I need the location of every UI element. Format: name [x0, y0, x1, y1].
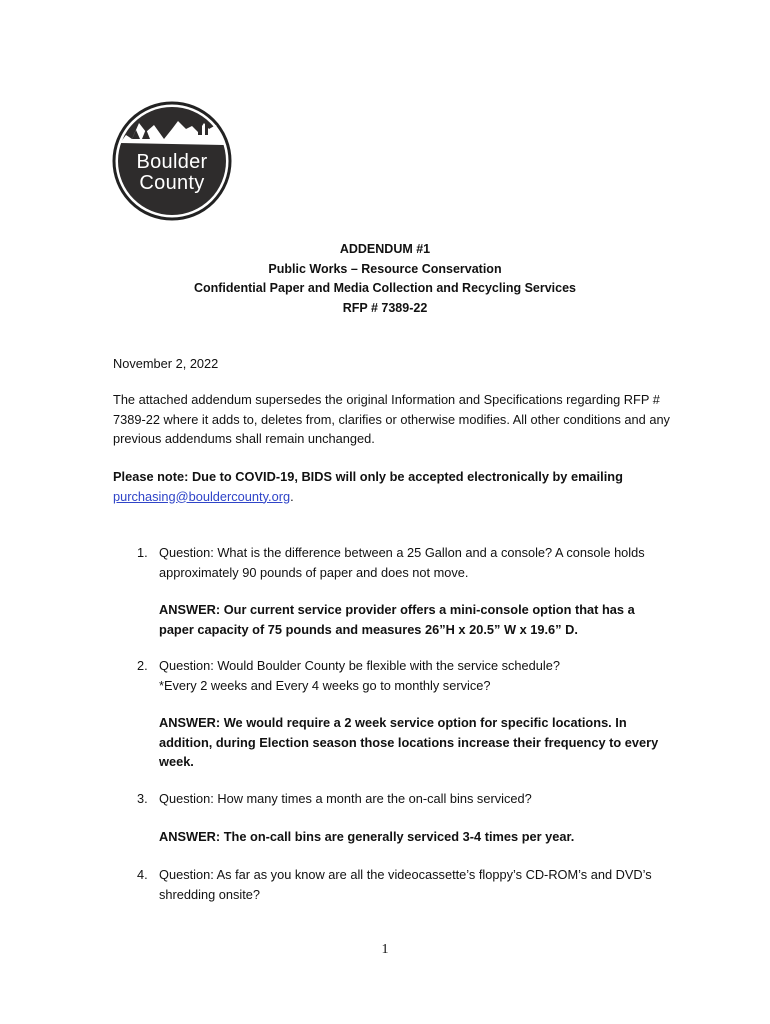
- question-text: [159, 656, 673, 695]
- project-title: Confidential Paper and Media Collection and Recycling Services: [193, 281, 577, 295]
- question-text: Question: What is the difference between a 25 Gallon and a console? A console holds approximately 90 pounds of paper and does not move.: [159, 545, 645, 580]
- document-header: [0, 240, 770, 318]
- department-line: Public Works – Resource Conservation: [268, 261, 502, 276]
- answer-text: ANSWER: We would require a 2 week service option for specific locations. In addition, during Election season those locations increase their frequency to every week.: [159, 715, 659, 769]
- item-number: 4.: [137, 867, 148, 882]
- rfp-number: RFP # 7389-22: [342, 300, 428, 315]
- note-period: .: [290, 488, 294, 504]
- question-text: Question: As far as you know are all the videocassette’s floppy’s CD-ROM’s and DVD’s shredding onsite?: [159, 867, 652, 902]
- question-line: *Every 2 weeks and Every 4 weeks go to monthly service?: [159, 677, 491, 693]
- covid-note: [113, 467, 673, 506]
- list-item: [113, 543, 673, 582]
- question-line: Question: Would Boulder County be flexible with the service schedule?: [159, 658, 560, 673]
- document-date: November 2, 2022: [113, 356, 219, 371]
- question-text: Question: How many times a month are the on-call bins serviced?: [159, 791, 532, 806]
- logo-text-county: County: [139, 172, 205, 194]
- item-number: 2.: [137, 658, 148, 673]
- addendum-title: ADDENDUM #1: [339, 242, 431, 256]
- note-text: Please note: Due to COVID-19, BIDS will only be accepted electronically by emailing: [113, 469, 623, 484]
- item-number: 1.: [137, 545, 148, 560]
- answer-text: ANSWER: Our current service provider offers a mini-console option that has a paper capacity of 75 pounds and measures 26”H x 20.5” W x 19.6” D.: [159, 602, 635, 637]
- answer-text: ANSWER: The on-call bins are generally serviced 3-4 times per year.: [159, 829, 575, 844]
- logo-text-boulder: Boulder: [136, 151, 208, 173]
- list-item: [113, 789, 673, 809]
- purchasing-email-link[interactable]: purchasing@bouldercounty.org: [113, 488, 291, 504]
- list-item: [113, 865, 673, 904]
- list-item: [113, 656, 673, 695]
- page-number: 1: [381, 942, 389, 957]
- intro-paragraph: The attached addendum supersedes the original Information and Specifications regarding RFP # 7389-22 where it adds to, deletes from, clarifies or otherwise modifies. All other conditions and any previous addendums shall remain unchanged.: [113, 392, 670, 446]
- boulder-county-logo: [112, 99, 232, 223]
- item-number: 3.: [137, 791, 148, 806]
